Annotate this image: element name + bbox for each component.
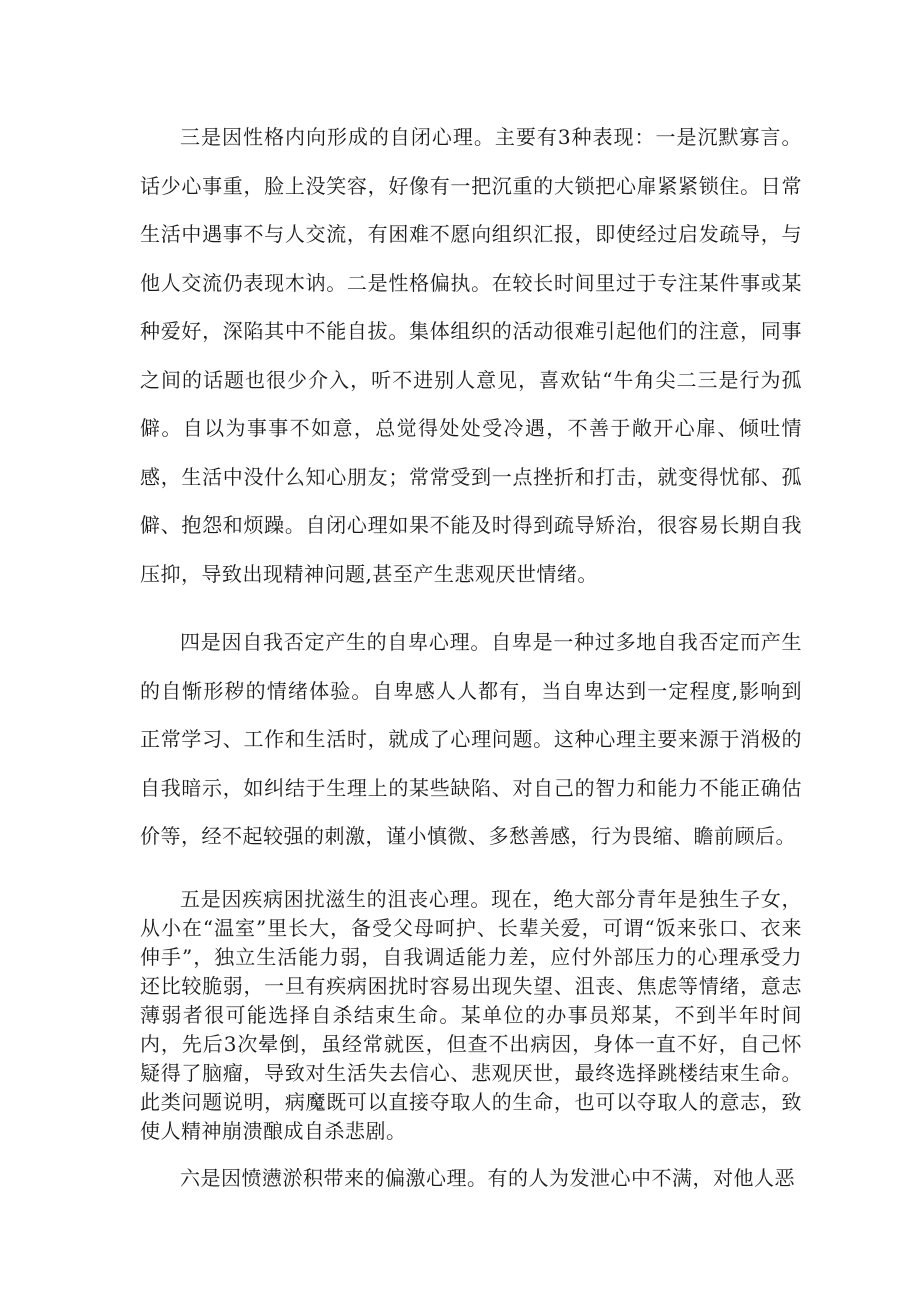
- paragraph-depression-psychology: 五是因疾病困扰滋生的沮丧心理。现在，绝大部分青年是独生子女，从小在“温室”里长大，备受父母呵护、长辈关爱，可谓“饭来张口、衣来伸手”，独立生活能力弱，自我调适能力差，应付外部压力的心理承受力还比较脆弱，一旦有疾病困扰时容易出现失望、沮丧、焦虑等情绪，意志薄弱者很可能选择自杀结束生命。某单位的办事员郑某，不到半年时间内，先后3次晕倒，虽经常就医，但查不出病因，身体一直不好，自己怀疑得了脑瘤，导致对生活失去信心、悲观厌世，最终选择跳楼结束生命。此类问题说明，病魔既可以直接夺取人的生命，也可以夺取人的意志，致使人精神崩溃酿成自杀悲剧。: [140, 887, 802, 1143]
- paragraph-extreme-psychology: 六是因愤懑淤积带来的偏激心理。有的人为发泄心中不满，对他人恶: [180, 1166, 795, 1190]
- paragraph-autistic-psychology: 三是因性格内向形成的自闭心理。主要有3种表现：一是沉默寡言。话少心事重，脸上没笑容，好像有一把沉重的大锁把心扉紧紧锁住。日常生活中遇事不与人交流，有困难不愿向组织汇报，即使经过启发疏导，与他人交流仍表现木讷。二是性格偏执。在较长时间里过于专注某件事或某种爱好，深陷其中不能自拔。集体组织的活动很难引起他们的注意，同事之间的话题也很少介入，听不进别人意见，喜欢钻“牛角尖二三是行为孤僻。自以为事事不如意，总觉得处处受冷遇，不善于敞开心扉、倾吐情感，生活中没什么知心朋友；常常受到一点挫折和打击，就变得忧郁、孤僻、抱怨和烦躁。自闭心理如果不能及时得到疏导矫治，很容易长期自我压抑，导致出现精神问题,甚至产生悲观厌世情绪。: [140, 125, 802, 586]
- paragraph-inferiority-psychology: 四是因自我否定产生的自卑心理。自卑是一种过多地自我否定而产生的自惭形秽的情绪体验。自卑感人人都有，当自卑达到一定程度,影响到正常学习、工作和生活时，就成了心理问题。这种心理主要来源于消极的自我暗示，如纠结于生理上的某些缺陷、对自己的智力和能力不能正确估价等，经不起较强的刺激，谨小慎微、多愁善感，行为畏缩、瞻前顾后。: [140, 630, 802, 848]
